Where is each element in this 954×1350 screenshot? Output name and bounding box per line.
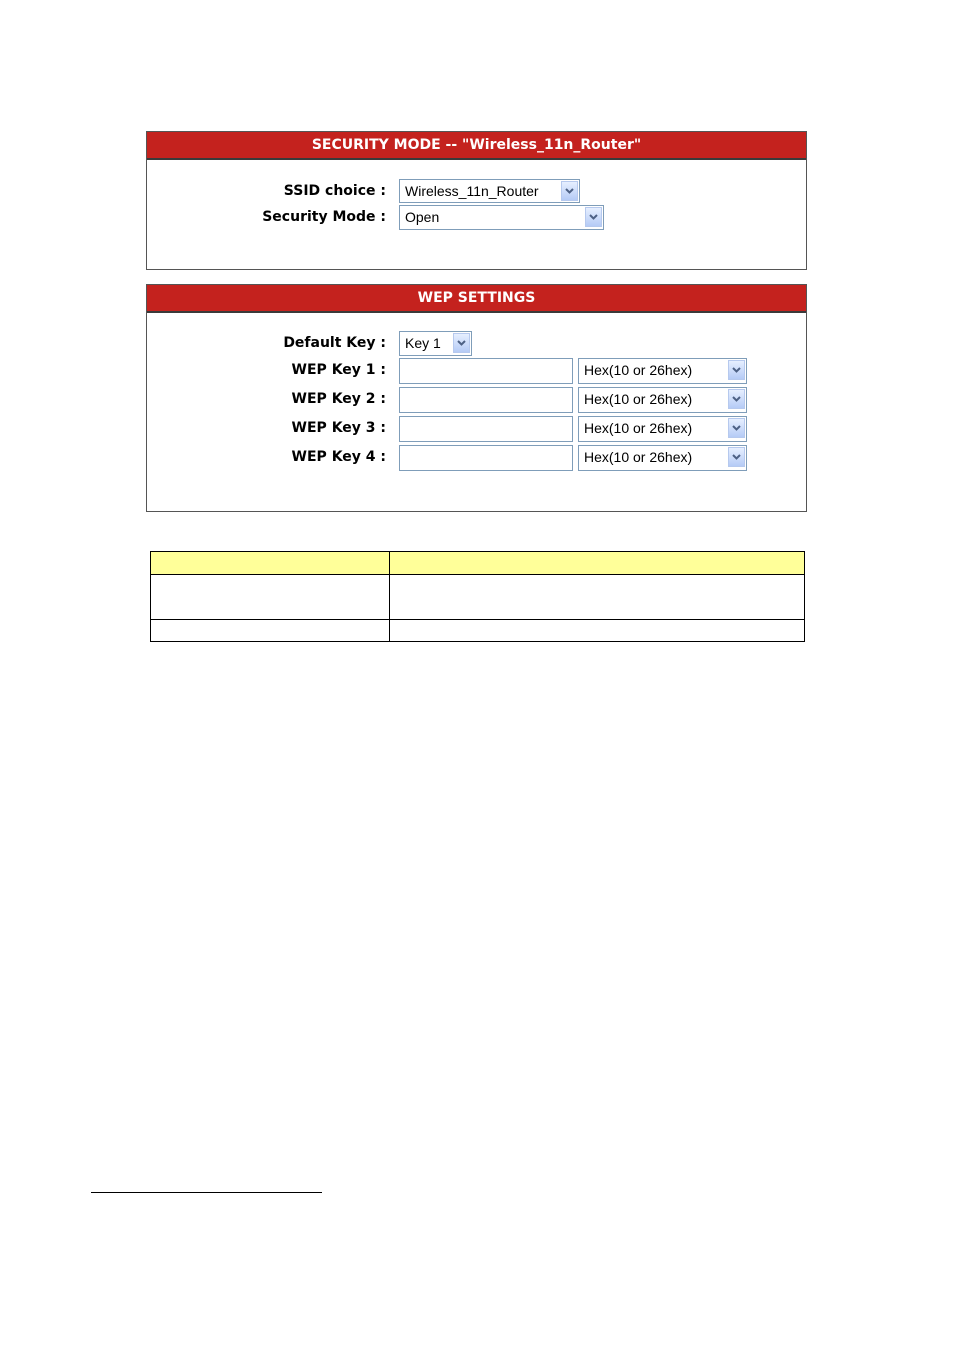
wep-key-1-input[interactable]	[399, 358, 573, 384]
description-table	[150, 551, 805, 642]
wep-key-format-value: Hex(10 or 26hex)	[584, 420, 693, 436]
table-header-row	[151, 552, 805, 575]
table-cell	[151, 620, 390, 642]
ssid-choice-value: Wireless_11n_Router	[405, 183, 539, 199]
security-mode-row	[147, 205, 806, 231]
wep-settings-panel	[146, 284, 807, 512]
wep-key-format-value: Hex(10 or 26hex)	[584, 449, 693, 465]
table-header-cell	[390, 552, 805, 575]
chevron-down-icon[interactable]	[453, 333, 470, 353]
table-header-cell	[151, 552, 390, 575]
wep-key-label: WEP Key 2 :	[291, 391, 386, 407]
wep-key-row	[147, 445, 806, 471]
chevron-down-icon[interactable]	[728, 418, 745, 438]
table-cell	[390, 620, 805, 642]
chevron-down-icon[interactable]	[561, 181, 578, 201]
wep-settings-header: WEP SETTINGS	[147, 285, 806, 313]
footnote-separator	[91, 1192, 322, 1193]
chevron-down-icon[interactable]	[728, 360, 745, 380]
default-key-row	[147, 331, 806, 357]
wep-key-row	[147, 387, 806, 413]
wep-key-3-format-select[interactable]	[578, 416, 747, 442]
chevron-down-icon[interactable]	[585, 207, 602, 227]
wep-key-4-format-select[interactable]	[578, 445, 747, 471]
wep-key-label: WEP Key 1 :	[291, 362, 386, 378]
ssid-choice-select[interactable]	[399, 179, 580, 203]
wep-key-2-format-select[interactable]	[578, 387, 747, 413]
table-row	[151, 620, 805, 642]
security-mode-header: SECURITY MODE -- "Wireless_11n_Router"	[147, 132, 806, 160]
wep-key-2-input[interactable]	[399, 387, 573, 413]
wep-key-label: WEP Key 3 :	[291, 420, 386, 436]
table-cell	[151, 575, 390, 620]
ssid-choice-label: SSID choice :	[283, 183, 386, 199]
wep-key-format-value: Hex(10 or 26hex)	[584, 362, 693, 378]
table-row	[151, 575, 805, 620]
wep-key-4-input[interactable]	[399, 445, 573, 471]
chevron-down-icon[interactable]	[728, 447, 745, 467]
security-mode-panel	[146, 131, 807, 270]
wep-key-label: WEP Key 4 :	[291, 449, 386, 465]
table-cell	[390, 575, 805, 620]
security-mode-label: Security Mode :	[262, 209, 386, 225]
wep-key-row	[147, 358, 806, 384]
default-key-value: Key 1	[405, 335, 441, 351]
security-mode-value: Open	[405, 209, 440, 225]
wep-key-format-value: Hex(10 or 26hex)	[584, 391, 693, 407]
default-key-select[interactable]	[399, 331, 472, 356]
wep-key-3-input[interactable]	[399, 416, 573, 442]
wep-key-1-format-select[interactable]	[578, 358, 747, 384]
security-mode-select[interactable]	[399, 205, 604, 230]
default-key-label: Default Key :	[283, 335, 386, 351]
ssid-row	[147, 179, 806, 205]
chevron-down-icon[interactable]	[728, 389, 745, 409]
wep-key-row	[147, 416, 806, 442]
